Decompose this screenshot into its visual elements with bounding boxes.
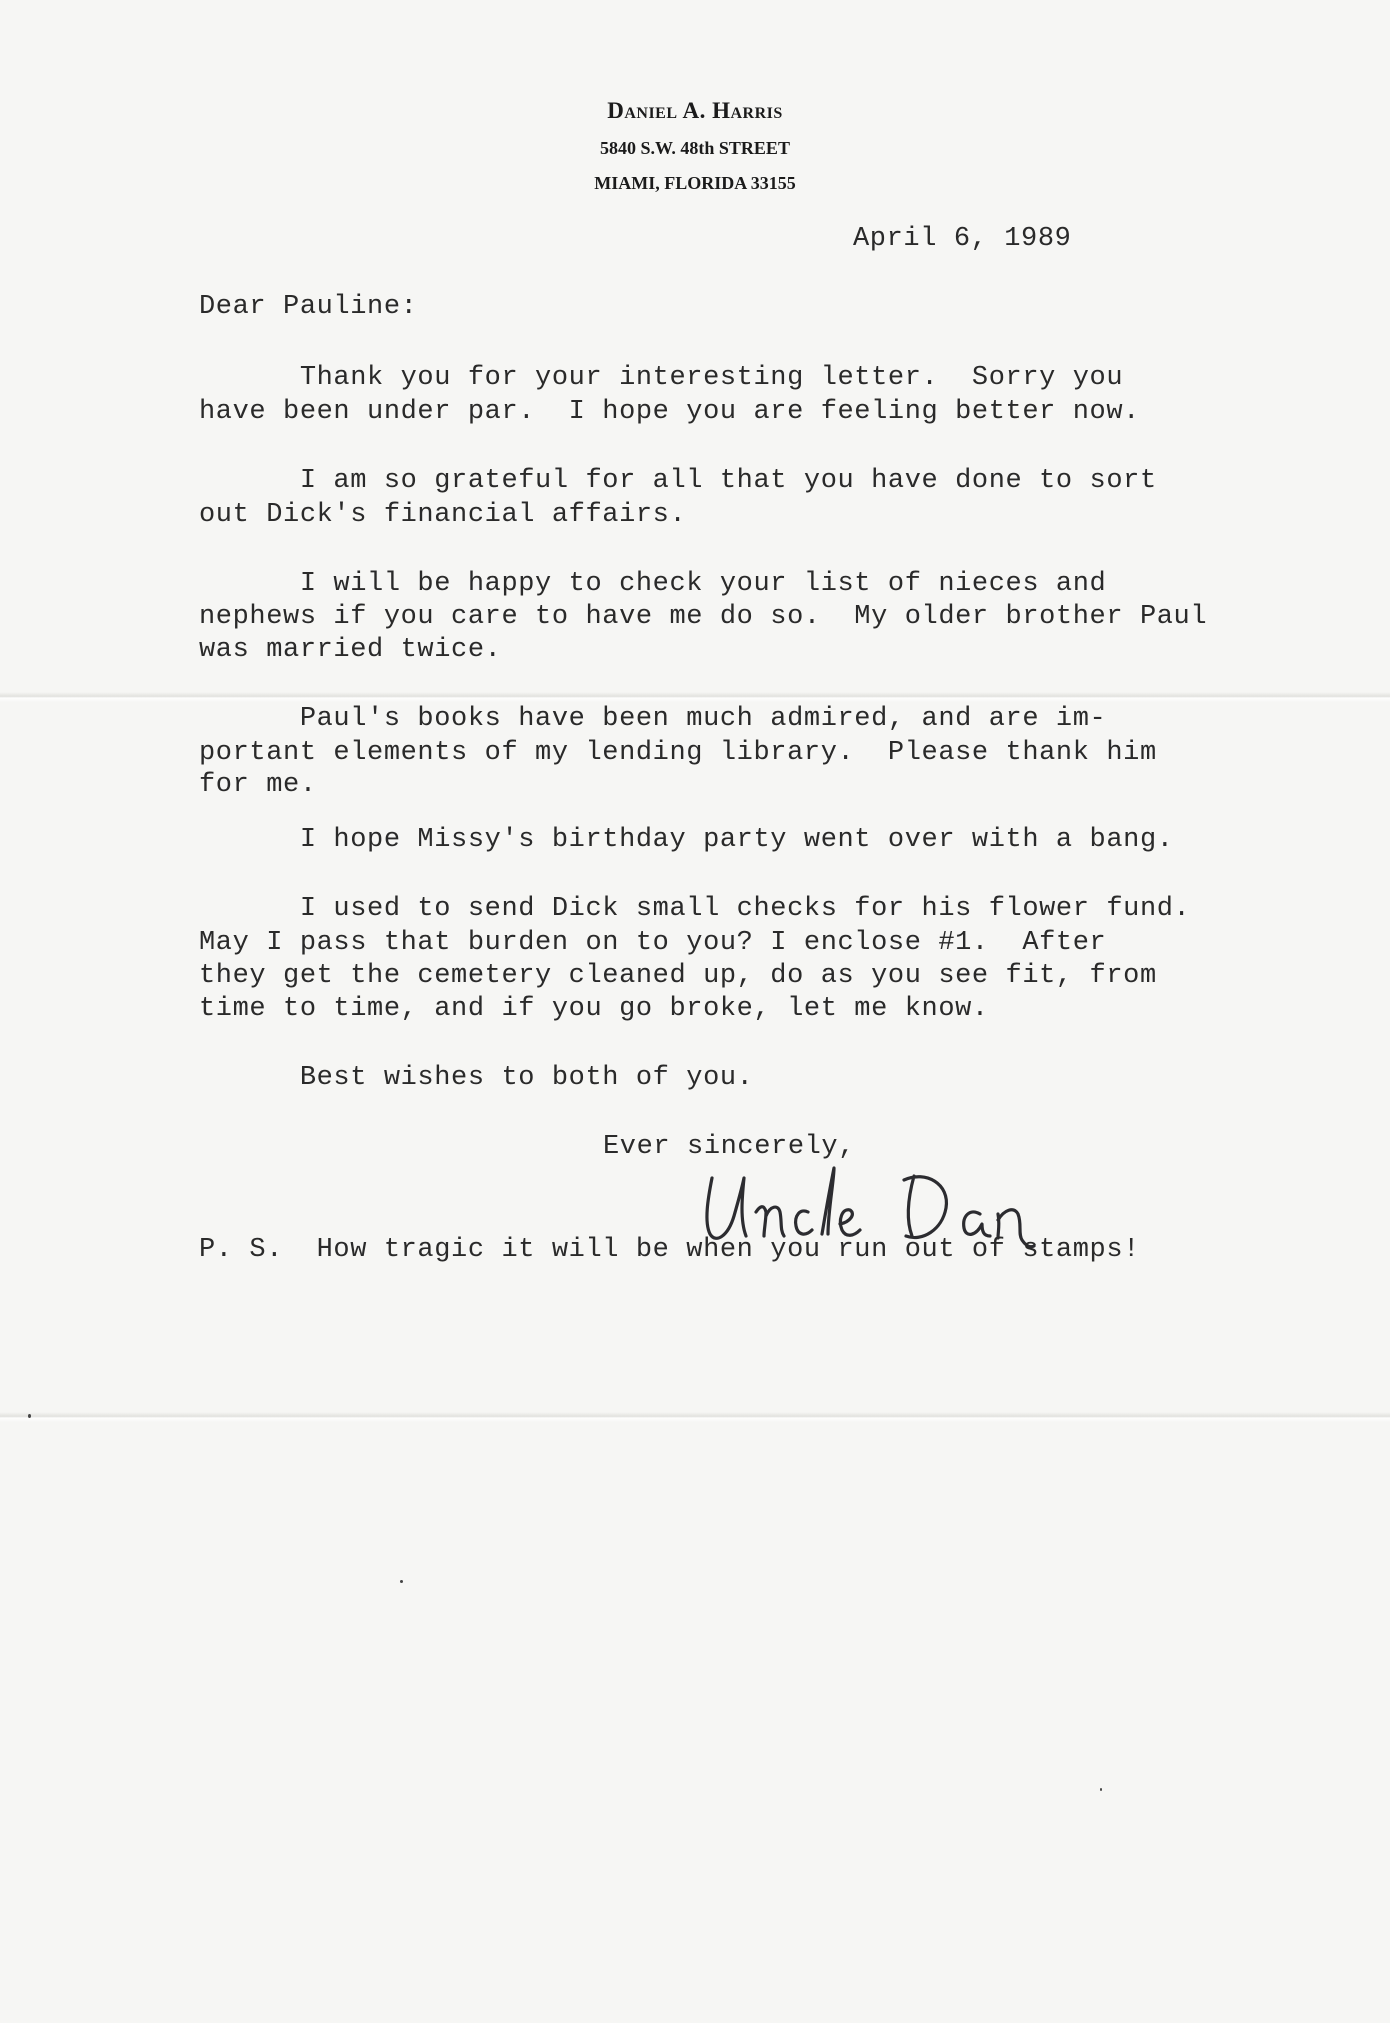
paragraph-4-line-3: for me. (199, 770, 317, 800)
paragraph-2-line-1: I am so grateful for all that you have done to sort (199, 466, 1157, 496)
paragraph-4-line-1: Paul's books have been much admired, and are im- (199, 704, 1107, 734)
paragraph-3-line-1: I will be happy to check your list of nieces and (199, 569, 1107, 599)
fold-crease-lower (0, 1412, 1390, 1422)
closing: Ever sincerely, (603, 1132, 856, 1162)
letterhead-city: MIAMI, FLORIDA 33155 (594, 173, 796, 193)
letterhead-name: Daniel A. Harris (607, 98, 783, 123)
paper-speck (400, 1580, 403, 1583)
paragraph-2-line-2: out Dick's financial affairs. (199, 500, 687, 530)
paragraph-3-line-3: was married twice. (199, 635, 502, 665)
paper-speck (28, 1414, 31, 1418)
paragraph-6-line-3: they get the cemetery cleaned up, do as you see fit, from (199, 961, 1157, 991)
letterhead-street: 5840 S.W. 48th STREET (600, 138, 790, 158)
paragraph-4-line-2: portant elements of my lending library. Please thank him (199, 738, 1157, 768)
paragraph-7-line-1: Best wishes to both of you. (199, 1063, 754, 1093)
paragraph-6-line-1: I used to send Dick small checks for his flower fund. (199, 894, 1191, 924)
paper-speck (1100, 1788, 1102, 1791)
paragraph-1-line-1: Thank you for your interesting letter. Sorry you (199, 363, 1124, 393)
postscript: P. S. How tragic it will be when you run out of stamps! (199, 1235, 1140, 1265)
paragraph-6-line-4: time to time, and if you go broke, let me know. (199, 994, 989, 1024)
paragraph-5-line-1: I hope Missy's birthday party went over with a bang. (199, 825, 1174, 855)
letter-date: April 6, 1989 (853, 224, 1072, 254)
paragraph-3-line-2: nephews if you care to have me do so. My older brother Paul (199, 602, 1208, 632)
paragraph-6-line-2: May I pass that burden on to you? I enclose #1. After (199, 928, 1107, 958)
fold-crease-upper (0, 692, 1390, 702)
salutation: Dear Pauline: (199, 292, 418, 322)
paragraph-1-line-2: have been under par. I hope you are feeling better now. (199, 397, 1140, 427)
